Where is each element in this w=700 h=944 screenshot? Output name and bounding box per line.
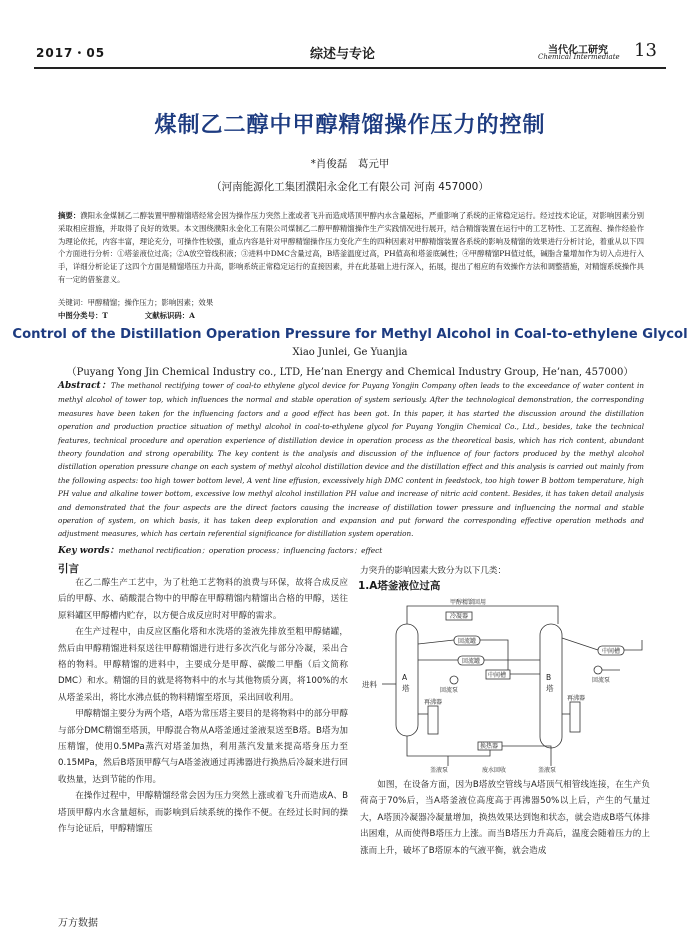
english-authors: Xiao Junlei, Ge Yuanjia (292, 347, 408, 358)
label-tower-a: A 塔 (402, 673, 410, 693)
abstract-cn-text: 濮阳永金煤制乙二醇装置甲醇精馏塔经常会因为操作压力突然上涨或者飞升而造成塔顶甲醇内水含量超标，严重影响了系统的正常稳定运行。经过技术论证，对影响因素分别采取相应措施，并取得了良好的效果。本文围绕濮阳永金化工有限公司煤制乙二醇甲醇精馏操作生产实践情况进行展开，结合精馏装置在运行中的工艺特性、工艺流程、操作经验作为理论依托，内容丰富，理论充分，可操作性较强，重点内容是针对甲醇精馏操作压力变化产生的四种因素对甲醇精馏装置各系统的影响及精馏的效果进行分析讨论，着重从以下四个方面进行分析：①塔釜液位过高；②A放空管线积液；③进料中DMC含量过高，B塔釜温度过高，PH值高和塔釜底碱性；④甲醇精馏PH值过低，碱脂含量增加作为切入点进行入手，详细分析论证了这四个方面是精馏塔压力升高，影响系统正常稳定运行的直接因素，并在此基础上进行深入，拓展，提出了相应的有效操作方法和调整措施，对精馏系统操作具有一定的借鉴意义。 (58, 211, 644, 284)
page-number: 13 (634, 40, 657, 61)
english-abstract-label: Abstract (58, 381, 101, 391)
label-waste-water: 废水回收 (482, 767, 507, 774)
subsection-heading: 1.A塔釜液位过高 (358, 580, 441, 592)
english-abstract-text: The methanol rectifying tower of coal-to ethylene glycol device for Puyang Yongjin Company often leads to the exceedance of water content in methyl alcohol of tower top, which influences the normal and stable operation of system seriously. After the technological demonstration, the corresponding measures have been taken for the influencing factors and a good effect has been got. In this paper, it has started the discussion around the distillation operation and production practice situation of methyl alcohol in coal-to-ethylene glycol for Puyang Yongjin Chemical Co., Ltd., besides, take the technical features, technical procedure and operation experience of distillation device in operation process as the theoretical basis, which has rich content, abundant theory foundation and strong operability. The key content is the analysis and discussion of the influence of four factors produced by the methyl alcohol distillation operation pressure change on each system of methyl alcohol distillation device and the distillation effect and this analysis is carried out mainly from the following aspects: too high tower bottom level, A vent line effusion, excessively high DMC content in feedstock, too high tower B bottom temperature, high PH value and alkaline tower bottom, excessive low methyl alcohol instillation PH value and increase of nitric acid content. Besides, it has taken detail analysis and demonstrated that the four aspects are the direct factors causing the increase of distillation tower pressure and influencing the normal and stable operation of system, on which basis, it has taken deep exploration and expansion and put forward the corresponding effective operation methods and adjustment measures, which has certain referential significance for distillation system operation. (58, 381, 644, 539)
reflux-pump-circle (450, 676, 458, 684)
label-tower-b: B 塔 (546, 673, 554, 693)
label-reflux-pump: 回流泵 (440, 687, 459, 694)
label-bottom-pump-a: 釜液泵 (430, 767, 449, 774)
body-paragraph: 如图，在设备方面，因为B塔放空管线与A塔顶气相管线连接，在生产负荷高于70%后，当A塔釜液位高度高于再沸器50%以上后，产生的气量过大，A塔顶冷凝器冷凝量增加，换热效果达到饱和状态，就会造成B塔气体排出困难，从而使得B塔压力上涨。而当B塔压力升高后，温度会随着压力的上涨而上升，破坏了B塔原本的气液平衡，就会造成 (360, 780, 650, 856)
journal-name-en: Chemical Intermediate (538, 53, 620, 61)
label-reboiler-b: 再沸器 (567, 695, 586, 702)
label-return-pump: 回流泵 (592, 677, 611, 684)
label-overhead-pipe: 甲醇精馏回用 (450, 599, 487, 606)
return-pump-circle (594, 666, 602, 674)
body-paragraph: 甲醇精馏主要分为两个塔，A塔为常压塔主要目的是将物料中的部分甲醇与部分DMC精馏至塔顶，甲醇混合物从A塔釜通过釜液泵送至B塔。B塔为加压精馏，使用0.5MPa蒸汽对塔釜加热，利用蒸汽发量来提高塔身压力至0.15MPa，然后B塔顶甲醇气与A塔釜液通过再沸器进行换热后冷凝来进行回收热量，达到节能的作用。 (58, 709, 348, 785)
process-flow-diagram (358, 594, 654, 774)
article-title: 煤制乙二醇中甲醇精馏操作压力的控制 (154, 113, 546, 138)
footer-watermark: 万方数据 (58, 918, 98, 929)
label-middle-tank: 中间槽 (488, 672, 507, 679)
section-name: 综述与专论 (310, 47, 376, 62)
english-keywords: Key words：methanol rectification；operation process；influencing factors；effect (58, 546, 383, 556)
affiliation: （河南能源化工集团濮阳永金化工有限公司 河南 457000） (211, 181, 489, 193)
abstract-cn-label: 摘要： (58, 211, 81, 220)
label-bottom-pump-b: 釜液泵 (538, 767, 557, 774)
abstract-cn (58, 210, 644, 287)
english-affiliation: （Puyang Yong Jin Chemical Industry co., LTD, He’nan Energy and Chemical Industry Group, He’nan, 457000） (66, 367, 634, 378)
label-reflux-tank: 回流罐 (458, 638, 477, 645)
right-column-body (360, 777, 650, 859)
body-paragraph: 在乙二醇生产工艺中，为了杜绝工艺物料的浪费与环保，故将合成反应后的甲醇、水、硝酸混合物中的甲醇在甲醇精馏内精馏出合格的甲醇，送往原料罐区甲醇槽内贮存，以方便合成反应时对甲醇的需求。 (58, 578, 348, 621)
left-column-body (58, 575, 348, 838)
body-paragraph: 在操作过程中，甲醇精馏经常会因为压力突然上涨或着飞升而造成A、B塔顶甲醇内水含量超标，而影响到后续系统的操作不便。在经过长时间的操作与论证后，甲醇精馏压 (58, 791, 348, 835)
keywords-cn: 关键词：甲醇精馏；操作压力；影响因素；效果 (58, 298, 214, 307)
reboiler-b-box (570, 702, 580, 732)
label-reflux-drum: 回流罐 (462, 658, 481, 665)
classification-codes: 中图分类号：T 文献标识码：A (58, 311, 195, 320)
body-paragraph: 在生产过程中，由反应区酯化塔和水洗塔的釜液先排放至粗甲醇储罐，然后由甲醇精馏进料泵送往甲醇精馏进行进行多次汽化与部分冷凝，采出合格的物料。甲醇精馏的进料中，主要成分是甲醇、碳酸二甲酯（后文简称DMC）和水。精馏的目的就是将物料中的水与其他物质分离，将100%的水从塔釜采出，将比水沸点低的物料精馏至塔顶，采出回收利用。 (58, 627, 348, 703)
reboiler-a-box (428, 706, 438, 734)
section-heading-intro: 引言 (58, 563, 79, 575)
authors: *肖俊磊 葛元甲 (310, 158, 390, 170)
english-keywords-label: Key words (58, 546, 110, 556)
label-reflux-drum-b: 中间槽 (602, 648, 621, 655)
label-feed: 进料 (362, 680, 377, 689)
label-reboiler-a: 再沸器 (424, 699, 443, 706)
english-title: Control of the Distillation Operation Pressure for Methyl Alcohol in Coal-to-ethylene Glycol (12, 327, 688, 342)
english-keywords-text: methanol rectification；operation process；influencing factors；effect (118, 546, 383, 555)
english-abstract: Abstract：The methanol rectifying tower of coal-to ethylene glycol device for Puyang Yongjin Company often leads to the exceedance of water content in methyl alcohol of tower top, which influences the normal and stable operation of system seriously. After the technological demonstration, the corresponding measures have been taken for the influencing factors and a good effect has been got. In this paper, it has started the discussion around the distillation operation and production practice situation of methyl alcohol in coal-to-ethylene glycol for Puyang Yongjin Chemical Co., Ltd., besides, take the technical features, technical procedure and operation experience of distillation device in operation process as the theoretical basis, which has rich content, abundant theory foundation and strong operability. The key content is the analysis and discussion of the influence of four factors produced by the methyl alcohol distillation operation pressure change on each system of methyl alcohol distillation device and the distillation effect and this analysis is carried out mainly from the following aspects: too high tower bottom level, A vent line effusion, excessively high DMC content in feedstock, too high tower B bottom temperature, high PH value and alkaline tower bottom, excessive low methyl alcohol instillation PH value and increase of nitric acid content. Besides, it has taken detail analysis and demonstrated that the four aspects are the direct factors causing the increase of distillation tower pressure and influencing the normal and stable operation of system, on which basis, it has taken deep exploration and expansion and put forward the corresponding effective operation methods and adjustment measures, which has certain referential significance for distillation system operation. (58, 381, 644, 539)
journal-name-cn: 当代化工研究 (548, 45, 608, 56)
label-cooler: 冷凝器 (450, 613, 469, 620)
header-rule (34, 67, 666, 69)
label-heat-exchanger: 换热器 (480, 743, 499, 750)
issue-number: 2017・05 (36, 46, 106, 60)
overhead-line (407, 606, 558, 624)
right-column-intro: 力突升的影响因素大致分为以下几类： (360, 566, 507, 576)
